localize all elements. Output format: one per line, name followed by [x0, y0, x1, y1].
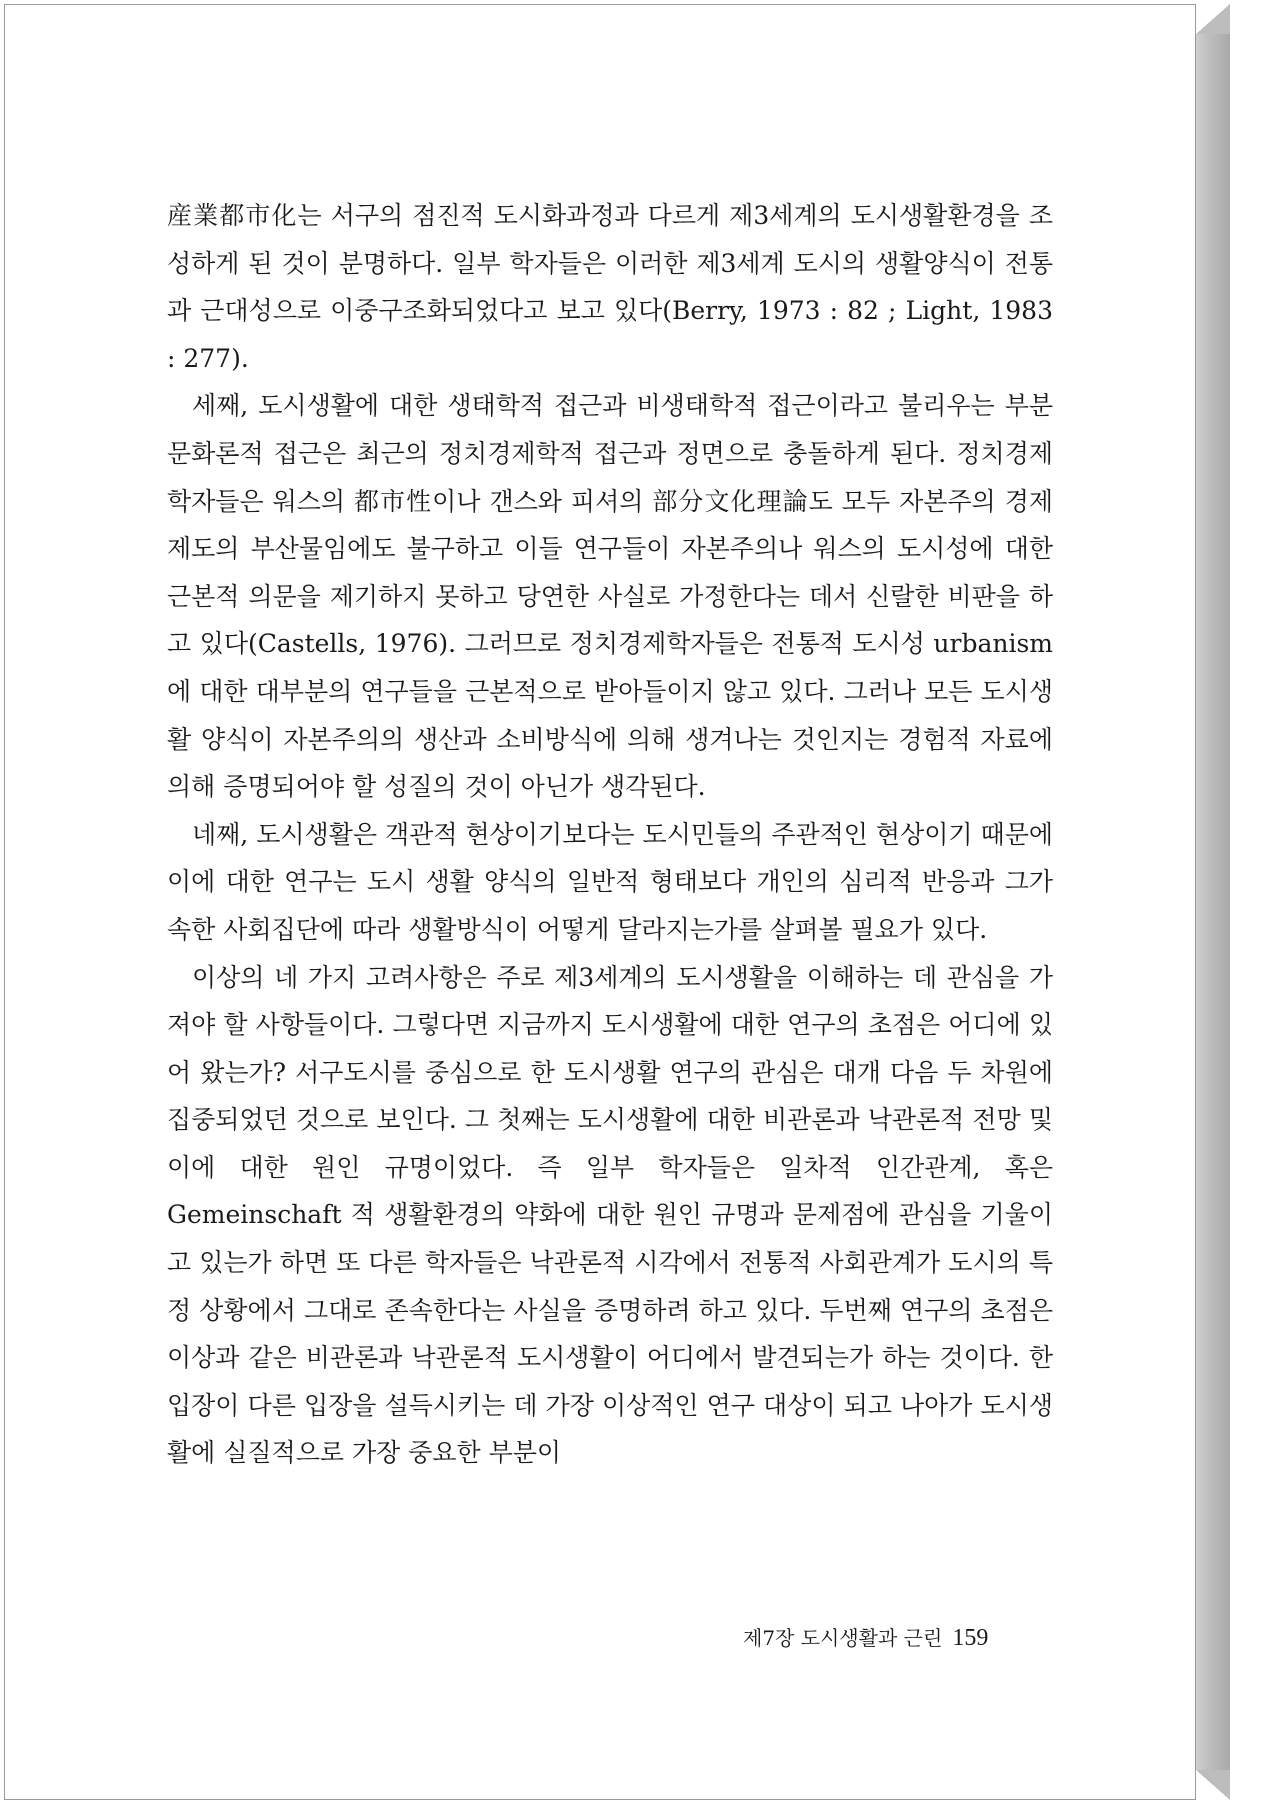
paragraph: 産業都市化는 서구의 점진적 도시화과정과 다르게 제3세계의 도시생활환경을 조성하게 된 것이 분명하다. 일부 학자들은 이러한 제3세계 도시의 생활양식이 전통과 근대성으로 이중구조화되었다고 보고 있다(Berry, 1973 : 82 ; Light, 1983 : 277).	[167, 201, 1053, 373]
page-edge-corner-bottom	[1196, 1770, 1230, 1800]
page-edge-shading	[1196, 4, 1230, 1800]
page-footer	[743, 1622, 1023, 1652]
page-number: 159	[952, 1625, 989, 1651]
paragraph: 네째, 도시생활은 객관적 현상이기보다는 도시민들의 주관적인 현상이기 때문에 이에 대한 연구는 도시 생활 양식의 일반적 형태보다 개인의 심리적 반응과 그가 속한 사회집단에 따라 생활방식이 어떻게 달라지는가를 살펴볼 필요가 있다.	[167, 819, 1053, 944]
page-edge-corner-top	[1196, 4, 1230, 34]
body-text	[167, 192, 1053, 1477]
paragraph: 이상의 네 가지 고려사항은 주로 제3세계의 도시생활을 이해하는 데 관심을 가져야 할 사항들이다. 그렇다면 지금까지 도시생활에 대한 연구의 초점은 어디에 있어 왔는가? 서구도시를 중심으로 한 도시생활 연구의 관심은 대개 다음 두 차원에 집중되었던 것으로 보인다. 그 첫째는 도시생활에 대한 비관론과 낙관론적 전망 및 이에 대한 원인 규명이었다. 즉 일부 학자들은 일차적 인간관계, 혹은 Gemeinschaft 적 생활환경의 약화에 대한 원인 규명과 문제점에 관심을 기울이고 있는가 하면 또 다른 학자들은 낙관론적 시각에서 전통적 사회관계가 도시의 특정 상황에서 그대로 존속한다는 사실을 증명하려 하고 있다. 두번째 연구의 초점은 이상과 같은 비관론과 낙관론적 도시생활이 어디에서 발견되는가 하는 것이다. 한 입장이 다른 입장을 설득시키는 데 가장 이상적인 연구 대상이 되고 나아가 도시생활에 실질적으로 가장 중요한 부분이	[167, 962, 1053, 1468]
paragraph: 세째, 도시생활에 대한 생태학적 접근과 비생태학적 접근이라고 불리우는 부분문화론적 접근은 최근의 정치경제학적 접근과 정면으로 충돌하게 된다. 정치경제학자들은 워스의 都市性이나 갠스와 피셔의 部分文化理論도 모두 자본주의 경제제도의 부산물임에도 불구하고 이들 연구들이 자본주의나 워스의 도시성에 대한 근본적 의문을 제기하지 못하고 당연한 사실로 가정한다는 데서 신랄한 비판을 하고 있다(Castells, 1976). 그러므로 정치경제학자들은 전통적 도시성 urbanism 에 대한 대부분의 연구들을 근본적으로 받아들이지 않고 있다. 그러나 모든 도시생활 양식이 자본주의의 생산과 소비방식에 의해 생겨나는 것인지는 경험적 자료에 의해 증명되어야 할 성질의 것이 아닌가 생각된다.	[167, 391, 1053, 802]
running-head: 제7장 도시생활과 근린	[743, 1626, 943, 1650]
